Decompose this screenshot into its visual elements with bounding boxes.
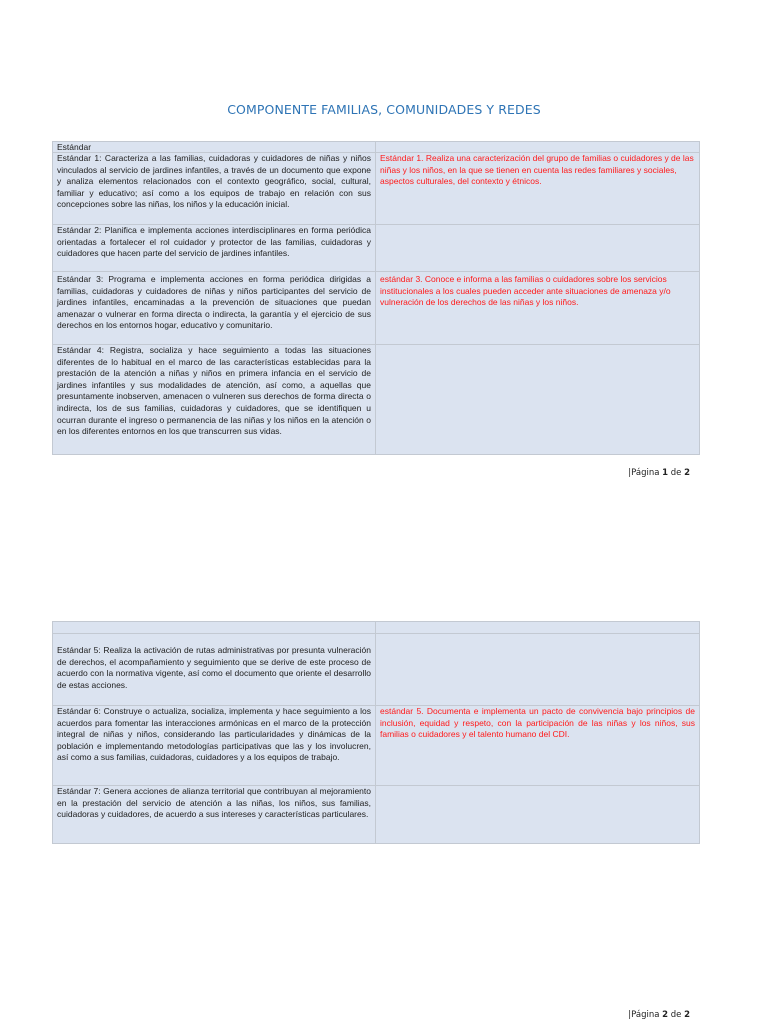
standard-2-note bbox=[376, 225, 700, 272]
table-row-standard-6 bbox=[53, 706, 700, 786]
table-row-standard-3 bbox=[53, 272, 700, 345]
header-cell-left bbox=[53, 622, 376, 634]
table-header-row bbox=[53, 142, 700, 153]
standard-3-note: estándar 3. Conoce e informa a las familias o cuidadores sobre los servicios institucionales a los cuales pueden acceder ante situaciones de amenaza y/o vulneración de los derechos de las niñas y los niños. bbox=[376, 272, 700, 345]
page-label: |Página bbox=[628, 468, 663, 478]
page-number-1 bbox=[628, 468, 690, 478]
standard-7-text: Estándar 7: Genera acciones de alianza territorial que contribuyan al mejoramiento en la prestación del servicio de atención a las niñas, los niños, sus familias, cuidadoras y cuidadores, de acuerdo a sus intereses y características particulares. bbox=[53, 786, 376, 844]
standard-1-note: Estándar 1. Realiza una caracterización del grupo de familias o cuidadores y de las niñas y los niños, en la que se tienen en cuenta las redes familiares y sociales, aspectos culturales, del contexto y étnicos. bbox=[376, 153, 700, 225]
page-total: 2 bbox=[684, 1010, 690, 1020]
table-row-standard-7 bbox=[53, 786, 700, 844]
standard-6-note: estándar 5. Documenta e implementa un pacto de convivencia bajo principios de inclusión, equidad y respeto, con la participación de las niñas y los niños, sus familias o cuidadores y el talento humano del CDI. bbox=[376, 706, 700, 786]
standard-4-text: Estándar 4: Registra, socializa y hace seguimiento a todas las situaciones diferentes de lo habitual en el marco de las características establecidas para la prestación de la atención a niñas y niños en primera infancia en el servicio de jardines infantiles y sus modalidades de atención, así como, a aquellas que presuntamente inobserven, amenacen o vulneren sus derechos de forma directa o indirecta, los de sus familias, cuidadoras y cuidadores, que se identifiquen u ocurran durante el ingreso o permanencia de las niñas y los niños en la atención o en los diferentes entornos en los que transcurren sus vidas. bbox=[53, 345, 376, 455]
page-separator: de bbox=[668, 468, 685, 478]
page-separator: de bbox=[668, 1010, 685, 1020]
standard-4-note bbox=[376, 345, 700, 455]
document-title: COMPONENTE FAMILIAS, COMUNIDADES Y REDES bbox=[227, 102, 541, 117]
header-cell-right bbox=[376, 142, 700, 153]
page-current: 2 bbox=[662, 1010, 669, 1020]
standard-3-text: Estándar 3: Programa e implementa acciones en forma periódica dirigidas a familias, cuidadoras y cuidadores de niñas y niños participantes del servicio de jardines infantiles, encaminadas a la prevención de situaciones que puedan amenazar o vulnerar en forma directa o indirecta, la garantía y el ejercicio de sus derechos en los entornos hogar, educativo y comunitario. bbox=[53, 272, 376, 345]
standard-7-note bbox=[376, 786, 700, 844]
standard-2-text: Estándar 2: Planifica e implementa acciones interdisciplinares en forma periódica orientadas a fortalecer el rol cuidador y protector de las familias, cuidadoras y cuidadores que hacen parte del servicio de jardines infantiles. bbox=[53, 225, 376, 272]
page-current: 1 bbox=[662, 468, 669, 478]
page-number-2 bbox=[628, 1010, 690, 1020]
table-header-row bbox=[53, 622, 700, 634]
header-cell-standard: Estándar bbox=[53, 142, 376, 153]
page-total: 2 bbox=[684, 468, 690, 478]
table-row-standard-5 bbox=[53, 634, 700, 706]
standard-5-text: Estándar 5: Realiza la activación de rutas administrativas por presunta vulneración de derechos, el acompañamiento y seguimiento que se derive de este proceso de acuerdo con la normativa vigente, así como el documento que oriente el desarrollo de estas acciones. bbox=[53, 634, 376, 706]
standards-table-page-1 bbox=[52, 141, 700, 455]
standard-1-text: Estándar 1: Caracteriza a las familias, cuidadoras y cuidadores de niñas y niños vinculados al servicio de jardines infantiles, a través de un documento que expone y analiza elementos relacionados con el contexto geográfico, social, cultural, familiar y educativo; así como a los equipos de trabajo en relación con sus concepciones sobre las niñas, los niños y la educación inicial. bbox=[53, 153, 376, 225]
standard-6-text: Estándar 6: Construye o actualiza, socializa, implementa y hace seguimiento a los acuerdos para fomentar las interacciones armónicas en el marco de la protección integral de niñas y niños, considerando las particularidades y dinámicas de la población e implementando metodologías participativas que las y los involucren, así como a sus familias, cuidadoras, cuidadores y a los equipos de trabajo. bbox=[53, 706, 376, 786]
header-cell-right bbox=[376, 622, 700, 634]
table-row-standard-2 bbox=[53, 225, 700, 272]
table-row-standard-4 bbox=[53, 345, 700, 455]
standards-table-page-2 bbox=[52, 621, 700, 844]
table-row-standard-1 bbox=[53, 153, 700, 225]
standard-5-note bbox=[376, 634, 700, 706]
page-label: |Página bbox=[628, 1010, 663, 1020]
